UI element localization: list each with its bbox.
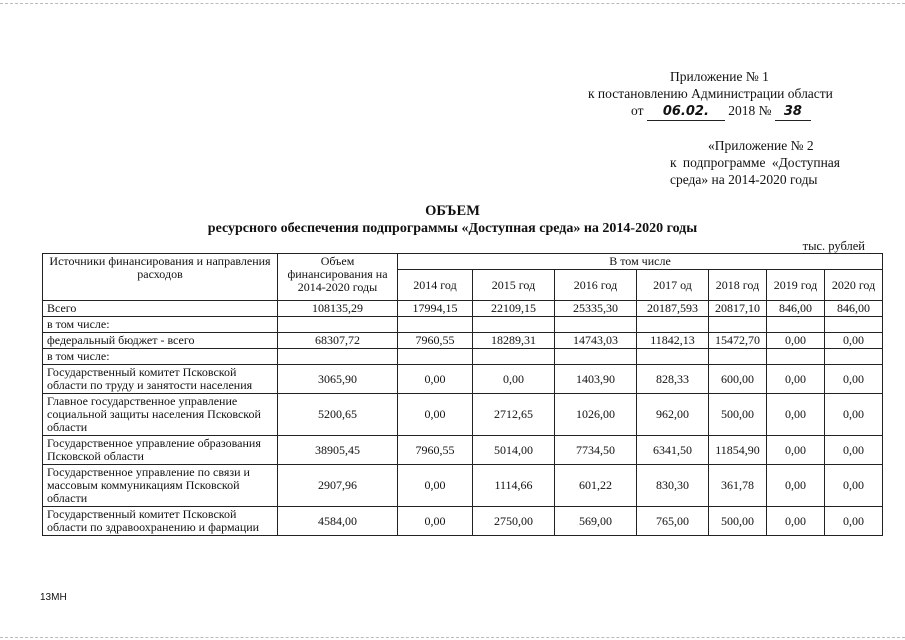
header-year: 2019 год [767, 270, 825, 301]
header-year: 2020 год [825, 270, 883, 301]
year-label: 2018 № [728, 103, 772, 118]
row-year-value: 846,00 [825, 301, 883, 317]
row-year-value [767, 349, 825, 365]
row-year-value: 15472,70 [709, 333, 767, 349]
row-year-value: 7960,55 [398, 436, 473, 465]
row-year-value: 20187,593 [637, 301, 709, 317]
row-year-value [473, 317, 555, 333]
row-year-value: 500,00 [709, 394, 767, 436]
row-year-value: 0,00 [767, 333, 825, 349]
row-year-value [825, 317, 883, 333]
appendix-2-title: «Приложение № 2 [708, 138, 814, 153]
resource-table [42, 253, 883, 536]
row-year-value: 0,00 [398, 394, 473, 436]
appendix-1-resolution: к постановлению Администрации области [588, 86, 833, 101]
table-row [43, 465, 883, 507]
row-label: в том числе: [43, 349, 278, 365]
row-year-value: 601,22 [555, 465, 637, 507]
row-year-value [825, 349, 883, 365]
header-volume: Объем финансирования на 2014-2020 годы [278, 254, 398, 301]
row-year-value: 1026,00 [555, 394, 637, 436]
handwritten-date: 06.02. [647, 103, 725, 121]
row-year-value [555, 349, 637, 365]
appendix-2-subprogram: к подпрограмме «Доступная [670, 155, 841, 170]
row-label: Государственный комитет Псковской области по труду и занятости населения [43, 365, 278, 394]
date-prefix: от [631, 103, 644, 118]
row-year-value: 11854,90 [709, 436, 767, 465]
row-year-value: 0,00 [825, 365, 883, 394]
table-row [43, 333, 883, 349]
table-row [43, 394, 883, 436]
row-year-value: 11842,13 [637, 333, 709, 349]
row-year-value: 17994,15 [398, 301, 473, 317]
row-year-value: 0,00 [767, 465, 825, 507]
row-year-value: 0,00 [767, 507, 825, 536]
row-total-value: 4584,00 [278, 507, 398, 536]
header-source: Источники финансирования и направления расходов [43, 254, 278, 301]
appendix-1-title: Приложение № 1 [670, 69, 769, 84]
row-label: Главное государственное управление социальной защиты населения Псковской области [43, 394, 278, 436]
row-year-value [555, 317, 637, 333]
header-year: 2014 год [398, 270, 473, 301]
page-bottom-edge [0, 637, 905, 638]
row-year-value: 18289,31 [473, 333, 555, 349]
row-year-value: 22109,15 [473, 301, 555, 317]
header-year: 2016 год [555, 270, 637, 301]
row-year-value: 2750,00 [473, 507, 555, 536]
header-year: 2017 од [637, 270, 709, 301]
row-year-value: 0,00 [825, 507, 883, 536]
row-year-value [473, 349, 555, 365]
row-year-value: 765,00 [637, 507, 709, 536]
row-year-value: 830,30 [637, 465, 709, 507]
row-year-value: 0,00 [767, 436, 825, 465]
row-year-value: 6341,50 [637, 436, 709, 465]
row-total-value: 2907,96 [278, 465, 398, 507]
table-header-row [43, 254, 883, 270]
row-year-value [709, 349, 767, 365]
row-year-value: 0,00 [825, 436, 883, 465]
header-year: 2015 год [473, 270, 555, 301]
row-label: в том числе: [43, 317, 278, 333]
row-year-value [637, 317, 709, 333]
row-year-value: 500,00 [709, 507, 767, 536]
appendix-1-date-line [588, 102, 878, 121]
row-year-value: 0,00 [825, 465, 883, 507]
row-year-value: 569,00 [555, 507, 637, 536]
row-year-value: 361,78 [709, 465, 767, 507]
row-total-value: 3065,90 [278, 365, 398, 394]
row-total-value [278, 317, 398, 333]
row-year-value: 25335,30 [555, 301, 637, 317]
table-row [43, 507, 883, 536]
row-year-value: 846,00 [767, 301, 825, 317]
document-subtitle: ресурсного обеспечения подпрограммы «Доступная среда» на 2014-2020 годы [207, 221, 698, 236]
row-total-value [278, 349, 398, 365]
row-year-value: 1403,90 [555, 365, 637, 394]
header-including: В том числе [398, 254, 883, 270]
row-year-value: 0,00 [398, 365, 473, 394]
row-year-value [637, 349, 709, 365]
page-top-edge [0, 3, 905, 4]
footer-code: 13МН [40, 592, 67, 603]
appendix-1-block [588, 68, 878, 121]
row-total-value: 5200,65 [278, 394, 398, 436]
row-year-value: 0,00 [398, 507, 473, 536]
appendix-2-block [670, 137, 880, 188]
row-year-value: 7734,50 [555, 436, 637, 465]
row-year-value: 600,00 [709, 365, 767, 394]
row-year-value: 0,00 [825, 394, 883, 436]
row-year-value: 7960,55 [398, 333, 473, 349]
table-row [43, 436, 883, 465]
row-year-value: 20817,10 [709, 301, 767, 317]
row-label: федеральный бюджет - всего [43, 333, 278, 349]
row-total-value: 38905,45 [278, 436, 398, 465]
row-label: Всего [43, 301, 278, 317]
handwritten-number: 38 [775, 103, 811, 121]
row-year-value: 0,00 [767, 365, 825, 394]
row-year-value: 828,33 [637, 365, 709, 394]
appendix-2-years: среда» на 2014-2020 годы [670, 172, 818, 187]
row-year-value: 962,00 [637, 394, 709, 436]
row-year-value: 2712,65 [473, 394, 555, 436]
row-year-value: 0,00 [473, 365, 555, 394]
table-row [43, 317, 883, 333]
row-year-value [398, 317, 473, 333]
table-row [43, 301, 883, 317]
row-year-value: 0,00 [767, 394, 825, 436]
row-year-value: 1114,66 [473, 465, 555, 507]
row-year-value [767, 317, 825, 333]
table-body [43, 301, 883, 536]
row-year-value: 14743,03 [555, 333, 637, 349]
units-label: тыс. рублей [802, 239, 865, 253]
table-row [43, 349, 883, 365]
row-year-value [398, 349, 473, 365]
row-total-value: 108135,29 [278, 301, 398, 317]
row-year-value: 0,00 [825, 333, 883, 349]
row-total-value: 68307,72 [278, 333, 398, 349]
row-label: Государственное управление образования Псковской области [43, 436, 278, 465]
table-row [43, 365, 883, 394]
row-year-value [709, 317, 767, 333]
header-year: 2018 год [709, 270, 767, 301]
row-label: Государственный комитет Псковской области по здравоохранению и фармации [43, 507, 278, 536]
row-label: Государственное управление по связи и массовым коммуникациям Псковской области [43, 465, 278, 507]
row-year-value: 0,00 [398, 465, 473, 507]
row-year-value: 5014,00 [473, 436, 555, 465]
document-title: ОБЪЕМ [425, 203, 480, 219]
